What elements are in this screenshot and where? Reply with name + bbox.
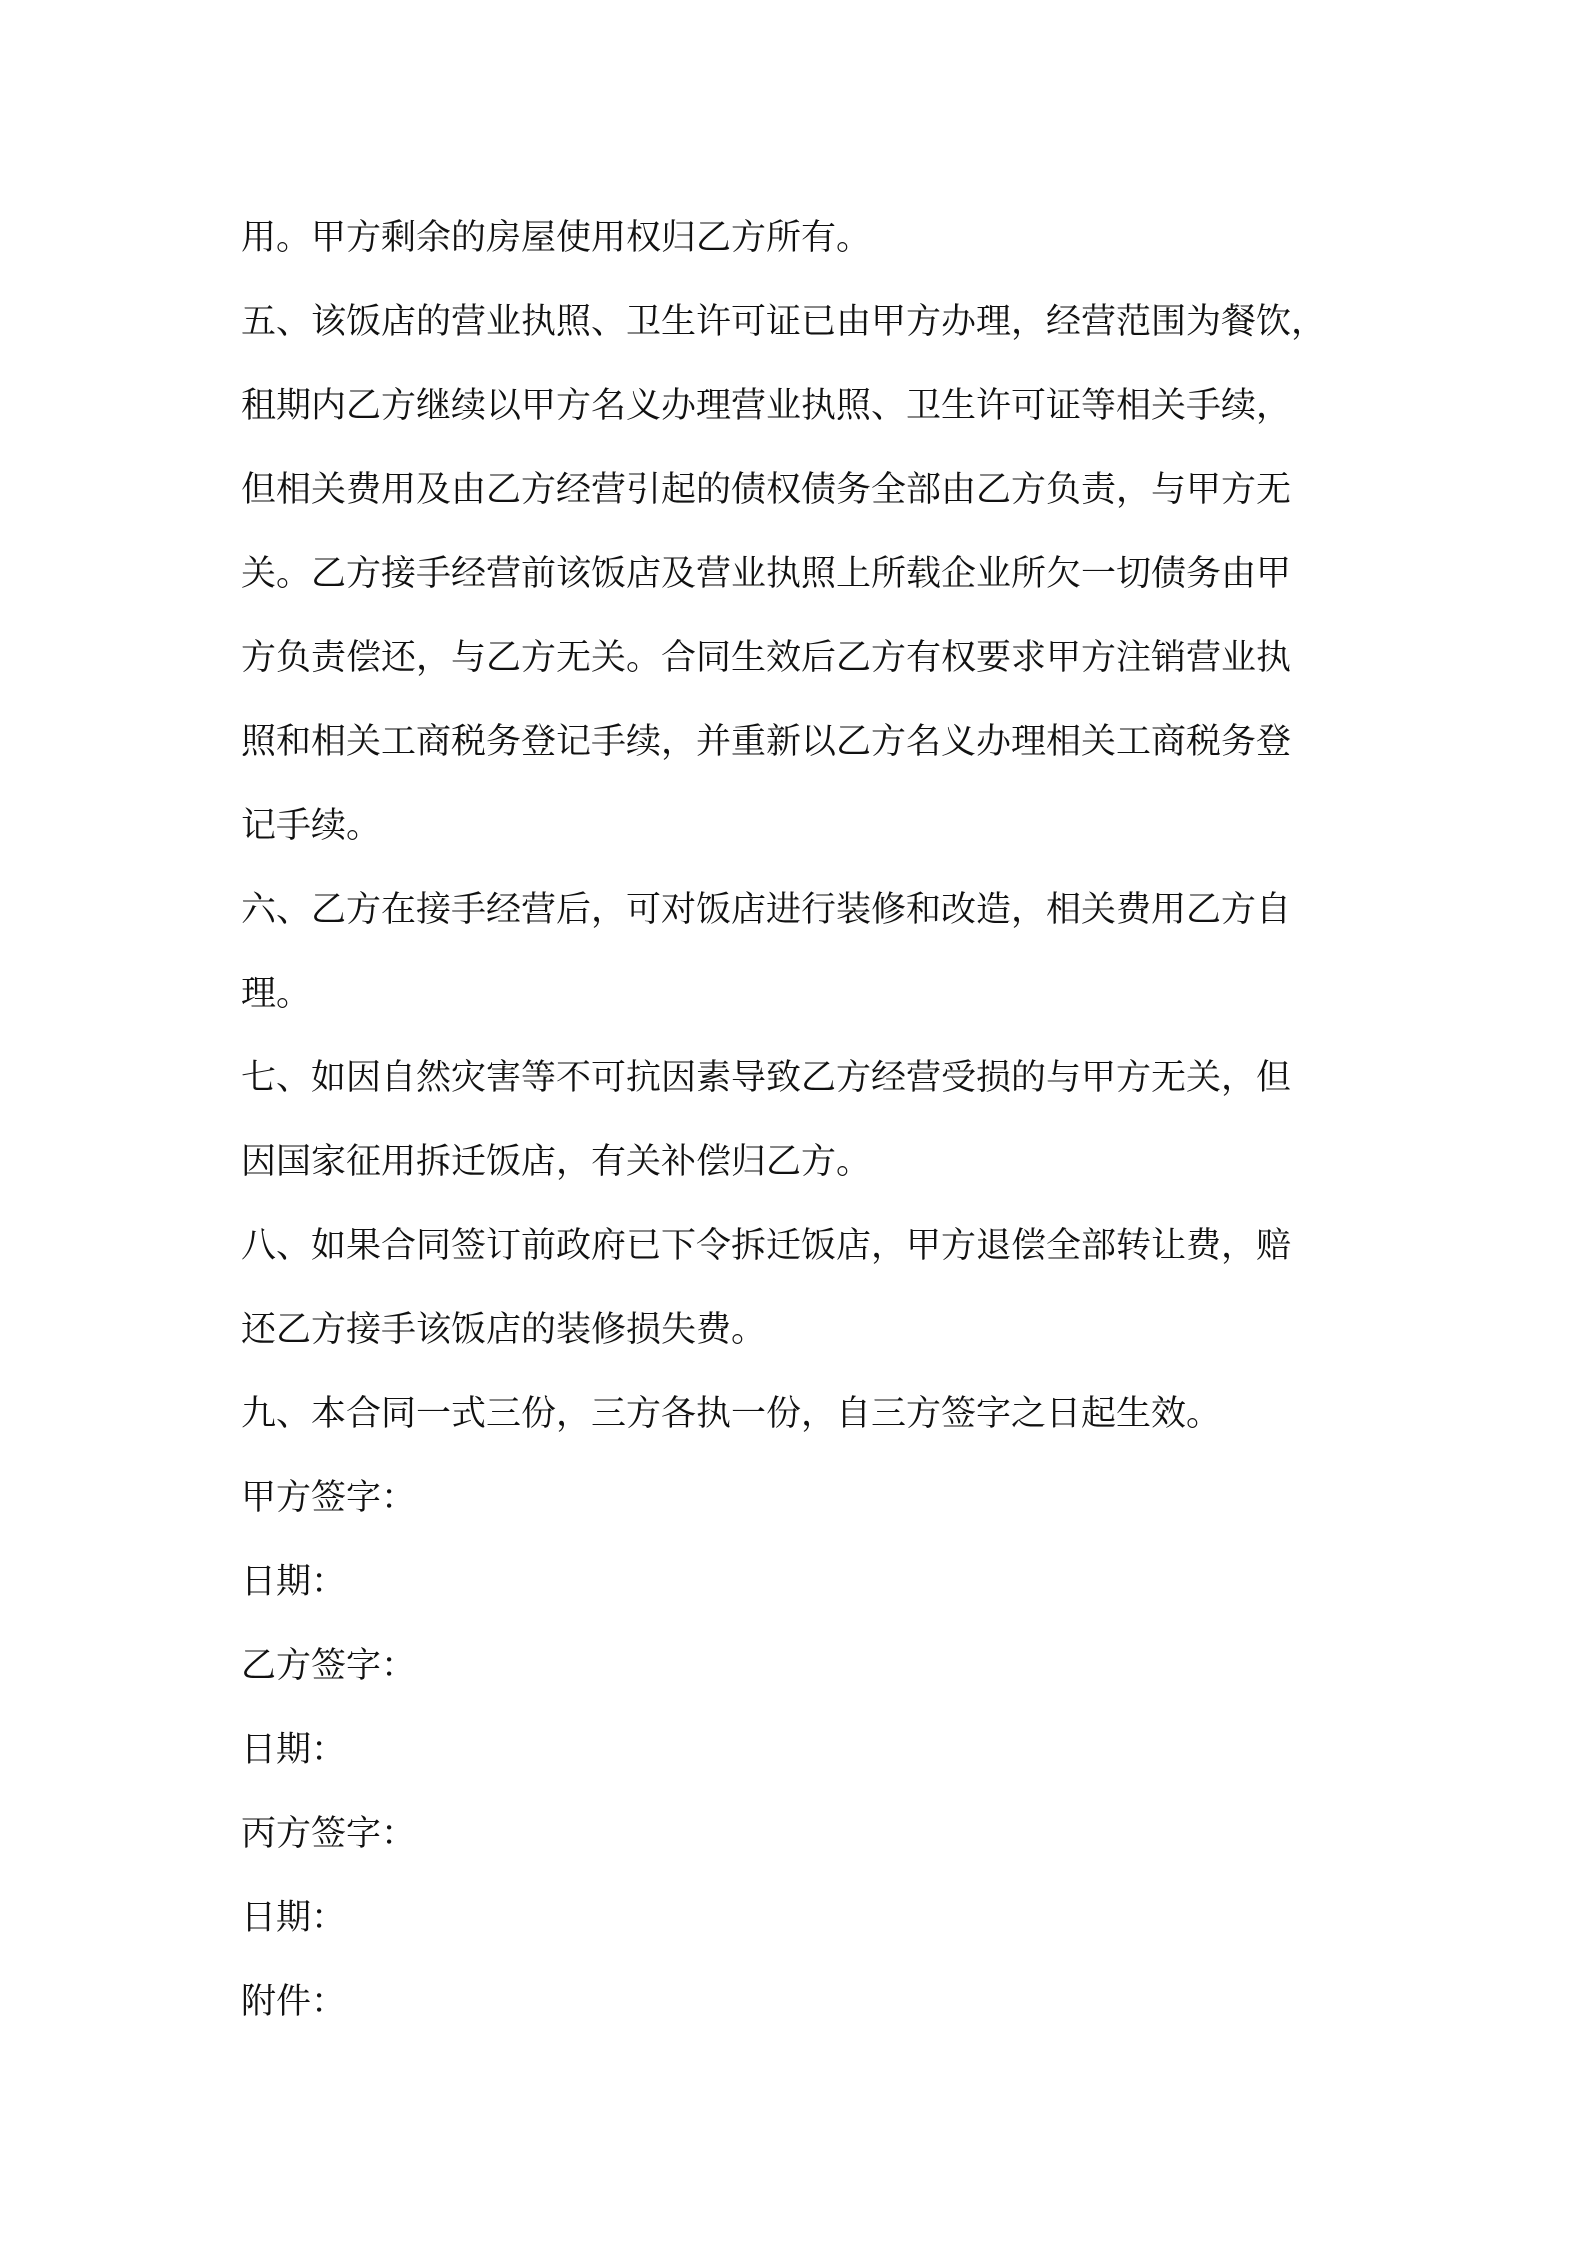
- paragraph-line: 租期内乙方继续以甲方名义办理营业执照、卫生许可证等相关手续，: [241, 386, 1292, 426]
- contract-paragraph: [241, 196, 1356, 280]
- paragraph-line: 九、本合同一式三份，三方各执一份，自三方签字之日起生效。: [241, 1394, 1222, 1434]
- party-b-signature-label: 乙方签字：: [241, 1646, 417, 1686]
- date-label: 日期：: [241, 1730, 347, 1770]
- contract-paragraph: [241, 1372, 1356, 1456]
- paragraph-line: 记手续。: [241, 806, 382, 846]
- signature-block: [241, 1456, 1356, 2044]
- paragraph-line: 七、如因自然灾害等不可抗因素导致乙方经营受损的与甲方无关，但: [241, 1058, 1292, 1098]
- paragraph-line: 六、乙方在接手经营后，可对饭店进行装修和改造，相关费用乙方自: [241, 890, 1292, 930]
- paragraph-line: 照和相关工商税务登记手续，并重新以乙方名义办理相关工商税务登: [241, 722, 1292, 762]
- paragraph-line: 但相关费用及由乙方经营引起的债权债务全部由乙方负责，与甲方无: [241, 470, 1292, 510]
- date-label: 日期：: [241, 1562, 347, 1602]
- contract-clauses: [241, 196, 1356, 1456]
- paragraph-line: 关。乙方接手经营前该饭店及营业执照上所载企业所欠一切债务由甲: [241, 554, 1292, 594]
- paragraph-line: 因国家征用拆迁饭店，有关补偿归乙方。: [241, 1142, 872, 1182]
- attachment-label: 附件：: [241, 1982, 347, 2022]
- party-c-signature-label: 丙方签字：: [241, 1814, 417, 1854]
- paragraph-line: 还乙方接手该饭店的装修损失费。: [241, 1310, 767, 1350]
- paragraph-line: 理。: [241, 974, 312, 1014]
- contract-paragraph: [241, 280, 1356, 868]
- paragraph-line: 五、该饭店的营业执照、卫生许可证已由甲方办理，经营范围为餐饮，: [241, 302, 1327, 342]
- contract-paragraph: [241, 868, 1356, 1036]
- paragraph-line: 方负责偿还，与乙方无关。合同生效后乙方有权要求甲方注销营业执: [241, 638, 1292, 678]
- paragraph-line: 八、如果合同签订前政府已下令拆迁饭店，甲方退偿全部转让费，赔: [241, 1226, 1292, 1266]
- paragraph-line: 用。甲方剩余的房屋使用权归乙方所有。: [241, 218, 872, 258]
- date-label: 日期：: [241, 1898, 347, 1938]
- contract-paragraph: [241, 1204, 1356, 1372]
- contract-paragraph: [241, 1036, 1356, 1204]
- contract-body: [241, 196, 1356, 2044]
- party-a-signature-label: 甲方签字：: [241, 1478, 417, 1518]
